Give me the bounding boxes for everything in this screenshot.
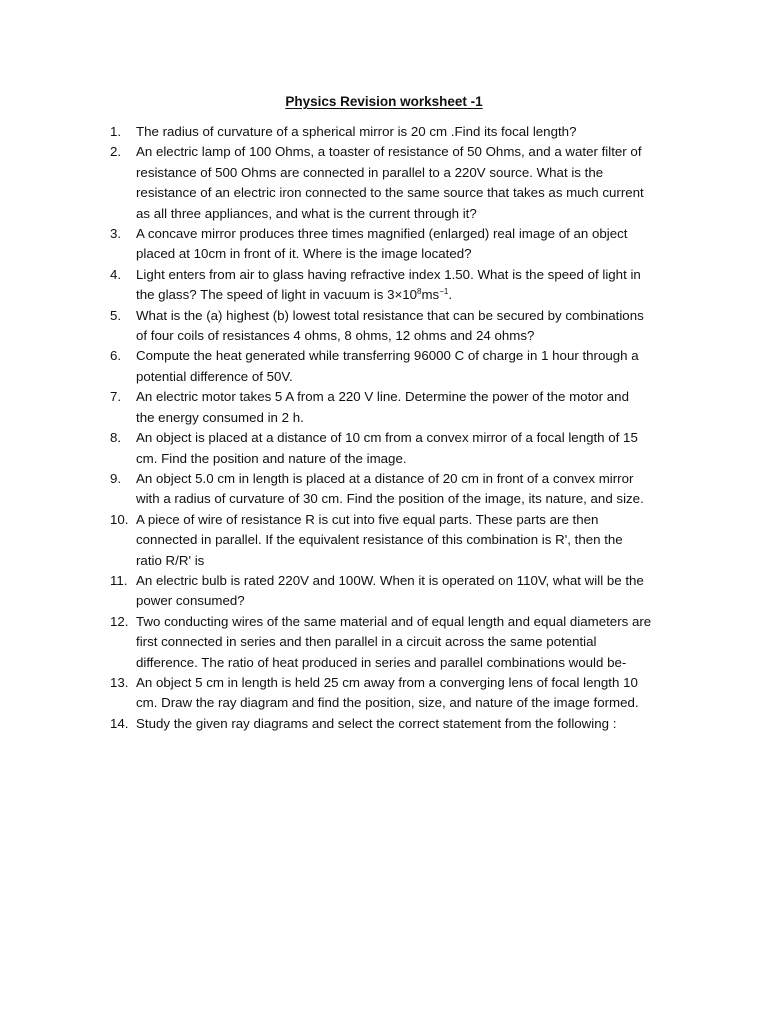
question-number: 13. <box>110 674 129 690</box>
question-text: ratio R/R' is <box>136 552 205 568</box>
question-text: Compute the heat generated while transferring 96000 C of charge in 1 hour through a <box>136 348 639 364</box>
question-text-line <box>136 224 684 244</box>
question-text: of four coils of resistances 4 ohms, 8 ohms, 12 ohms and 24 ohms? <box>136 328 535 344</box>
superscript-text: −1 <box>439 287 449 297</box>
question-text: with a radius of curvature of 30 cm. Find the position of the image, its nature, and size. <box>136 491 644 507</box>
question-text: A piece of wire of resistance R is cut into five equal parts. These parts are then <box>136 511 599 527</box>
question-text: An object is placed at a distance of 10 cm from a convex mirror of a focal length of 15 <box>136 430 638 446</box>
question-number: 6. <box>110 348 122 364</box>
question-text: An object 5 cm in length is held 25 cm away from a converging lens of focal length 10 <box>136 674 638 690</box>
question-text-line <box>136 510 684 530</box>
question-item <box>110 346 684 387</box>
question-text: . <box>448 287 453 303</box>
question-number: 7. <box>110 389 122 405</box>
question-text-line <box>136 428 684 448</box>
question-number: 12. <box>110 613 129 629</box>
question-text-line <box>136 387 684 407</box>
question-text: resistance of 500 Ohms are connected in parallel to a 220V source. What is the <box>136 164 604 180</box>
question-number: 14. <box>110 715 129 731</box>
question-text: the glass? The speed of light in vacuum is 3×10 <box>136 287 418 303</box>
question-text: ms <box>421 287 440 303</box>
question-number: 4. <box>110 266 122 282</box>
question-text: A concave mirror produces three times magnified (enlarged) real image of an object <box>136 226 628 242</box>
question-text-line <box>136 714 684 734</box>
question-text: difference. The ratio of heat produced in series and parallel combinations would be- <box>136 654 627 670</box>
question-text-line <box>136 408 684 428</box>
question-item <box>110 612 684 673</box>
question-number: 9. <box>110 470 122 486</box>
question-text-line <box>136 244 684 264</box>
question-text-line <box>136 673 684 693</box>
question-text-line <box>136 612 684 632</box>
question-text-line <box>136 591 684 611</box>
worksheet-title: Physics Revision worksheet -1 <box>285 94 483 109</box>
question-text: Two conducting wires of the same material and of equal length and equal diameters are <box>136 613 652 629</box>
question-number: 5. <box>110 307 122 323</box>
question-item <box>110 224 684 265</box>
question-number: 1. <box>110 124 122 139</box>
question-number: 10. <box>110 511 129 527</box>
question-text-line <box>136 122 684 142</box>
question-item <box>110 142 684 224</box>
question-text-line <box>136 326 684 346</box>
question-text: Light enters from air to glass having refractive index 1.50. What is the speed of light in <box>136 266 641 282</box>
question-text: power consumed? <box>136 593 245 609</box>
question-text: What is the (a) highest (b) lowest total resistance that can be secured by combinations <box>136 307 644 323</box>
question-item <box>110 428 684 469</box>
question-text-line <box>136 204 684 224</box>
question-item <box>110 469 684 510</box>
question-item <box>110 306 684 347</box>
question-text-line <box>136 693 684 713</box>
question-text-line <box>136 632 684 652</box>
question-text: resistance of an electric iron connected to the same source that takes as much current <box>136 185 644 201</box>
question-text: Study the given ray diagrams and select the correct statement from the following : <box>136 715 617 731</box>
question-item <box>110 714 684 734</box>
superscript-text: 8 <box>417 287 422 297</box>
question-number: 8. <box>110 430 122 446</box>
question-text-line <box>136 142 684 162</box>
question-item <box>110 510 684 571</box>
question-text-line <box>136 285 684 305</box>
question-number: 3. <box>110 226 122 242</box>
question-text-line <box>136 163 684 183</box>
question-text: the energy consumed in 2 h. <box>136 409 304 425</box>
question-text-line <box>136 183 684 203</box>
question-item <box>110 571 684 612</box>
question-item <box>110 265 684 306</box>
question-text-line <box>136 449 684 469</box>
question-text: An electric motor takes 5 A from a 220 V line. Determine the power of the motor and <box>136 389 629 405</box>
question-text: cm. Draw the ray diagram and find the position, size, and nature of the image formed. <box>136 695 639 711</box>
question-number: 11. <box>110 572 128 588</box>
question-text: cm. Find the position and nature of the image. <box>136 450 407 466</box>
question-text-line <box>136 571 684 591</box>
question-item <box>110 122 684 142</box>
question-text-line <box>136 489 684 509</box>
question-number: 2. <box>110 144 122 160</box>
question-text-line <box>136 551 684 571</box>
question-list <box>110 122 684 734</box>
question-text-line <box>136 346 684 366</box>
question-text: An object 5.0 cm in length is placed at a distance of 20 cm in front of a convex mirror <box>136 470 634 486</box>
question-text-line <box>136 265 684 285</box>
question-text: first connected in series and then parallel in a circuit across the same potential <box>136 634 597 650</box>
question-text: connected in parallel. If the equivalent resistance of this combination is R', then the <box>136 532 623 548</box>
question-text-line <box>136 367 684 387</box>
question-text: as all three appliances, and what is the current through it? <box>136 205 477 221</box>
question-text: potential difference of 50V. <box>136 368 293 384</box>
question-text: An electric lamp of 100 Ohms, a toaster of resistance of 50 Ohms, and a water filter of <box>136 144 642 160</box>
question-text: An electric bulb is rated 220V and 100W. When it is operated on 110V, what will be the <box>136 572 644 588</box>
question-item <box>110 673 684 714</box>
question-text-line <box>136 530 684 550</box>
question-text: placed at 10cm in front of it. Where is the image located? <box>136 246 472 262</box>
question-text-line <box>136 469 684 489</box>
question-text: The radius of curvature of a spherical mirror is 20 cm .Find its focal length? <box>136 124 577 139</box>
question-item <box>110 387 684 428</box>
question-text-line <box>136 306 684 326</box>
question-text-line <box>136 653 684 673</box>
